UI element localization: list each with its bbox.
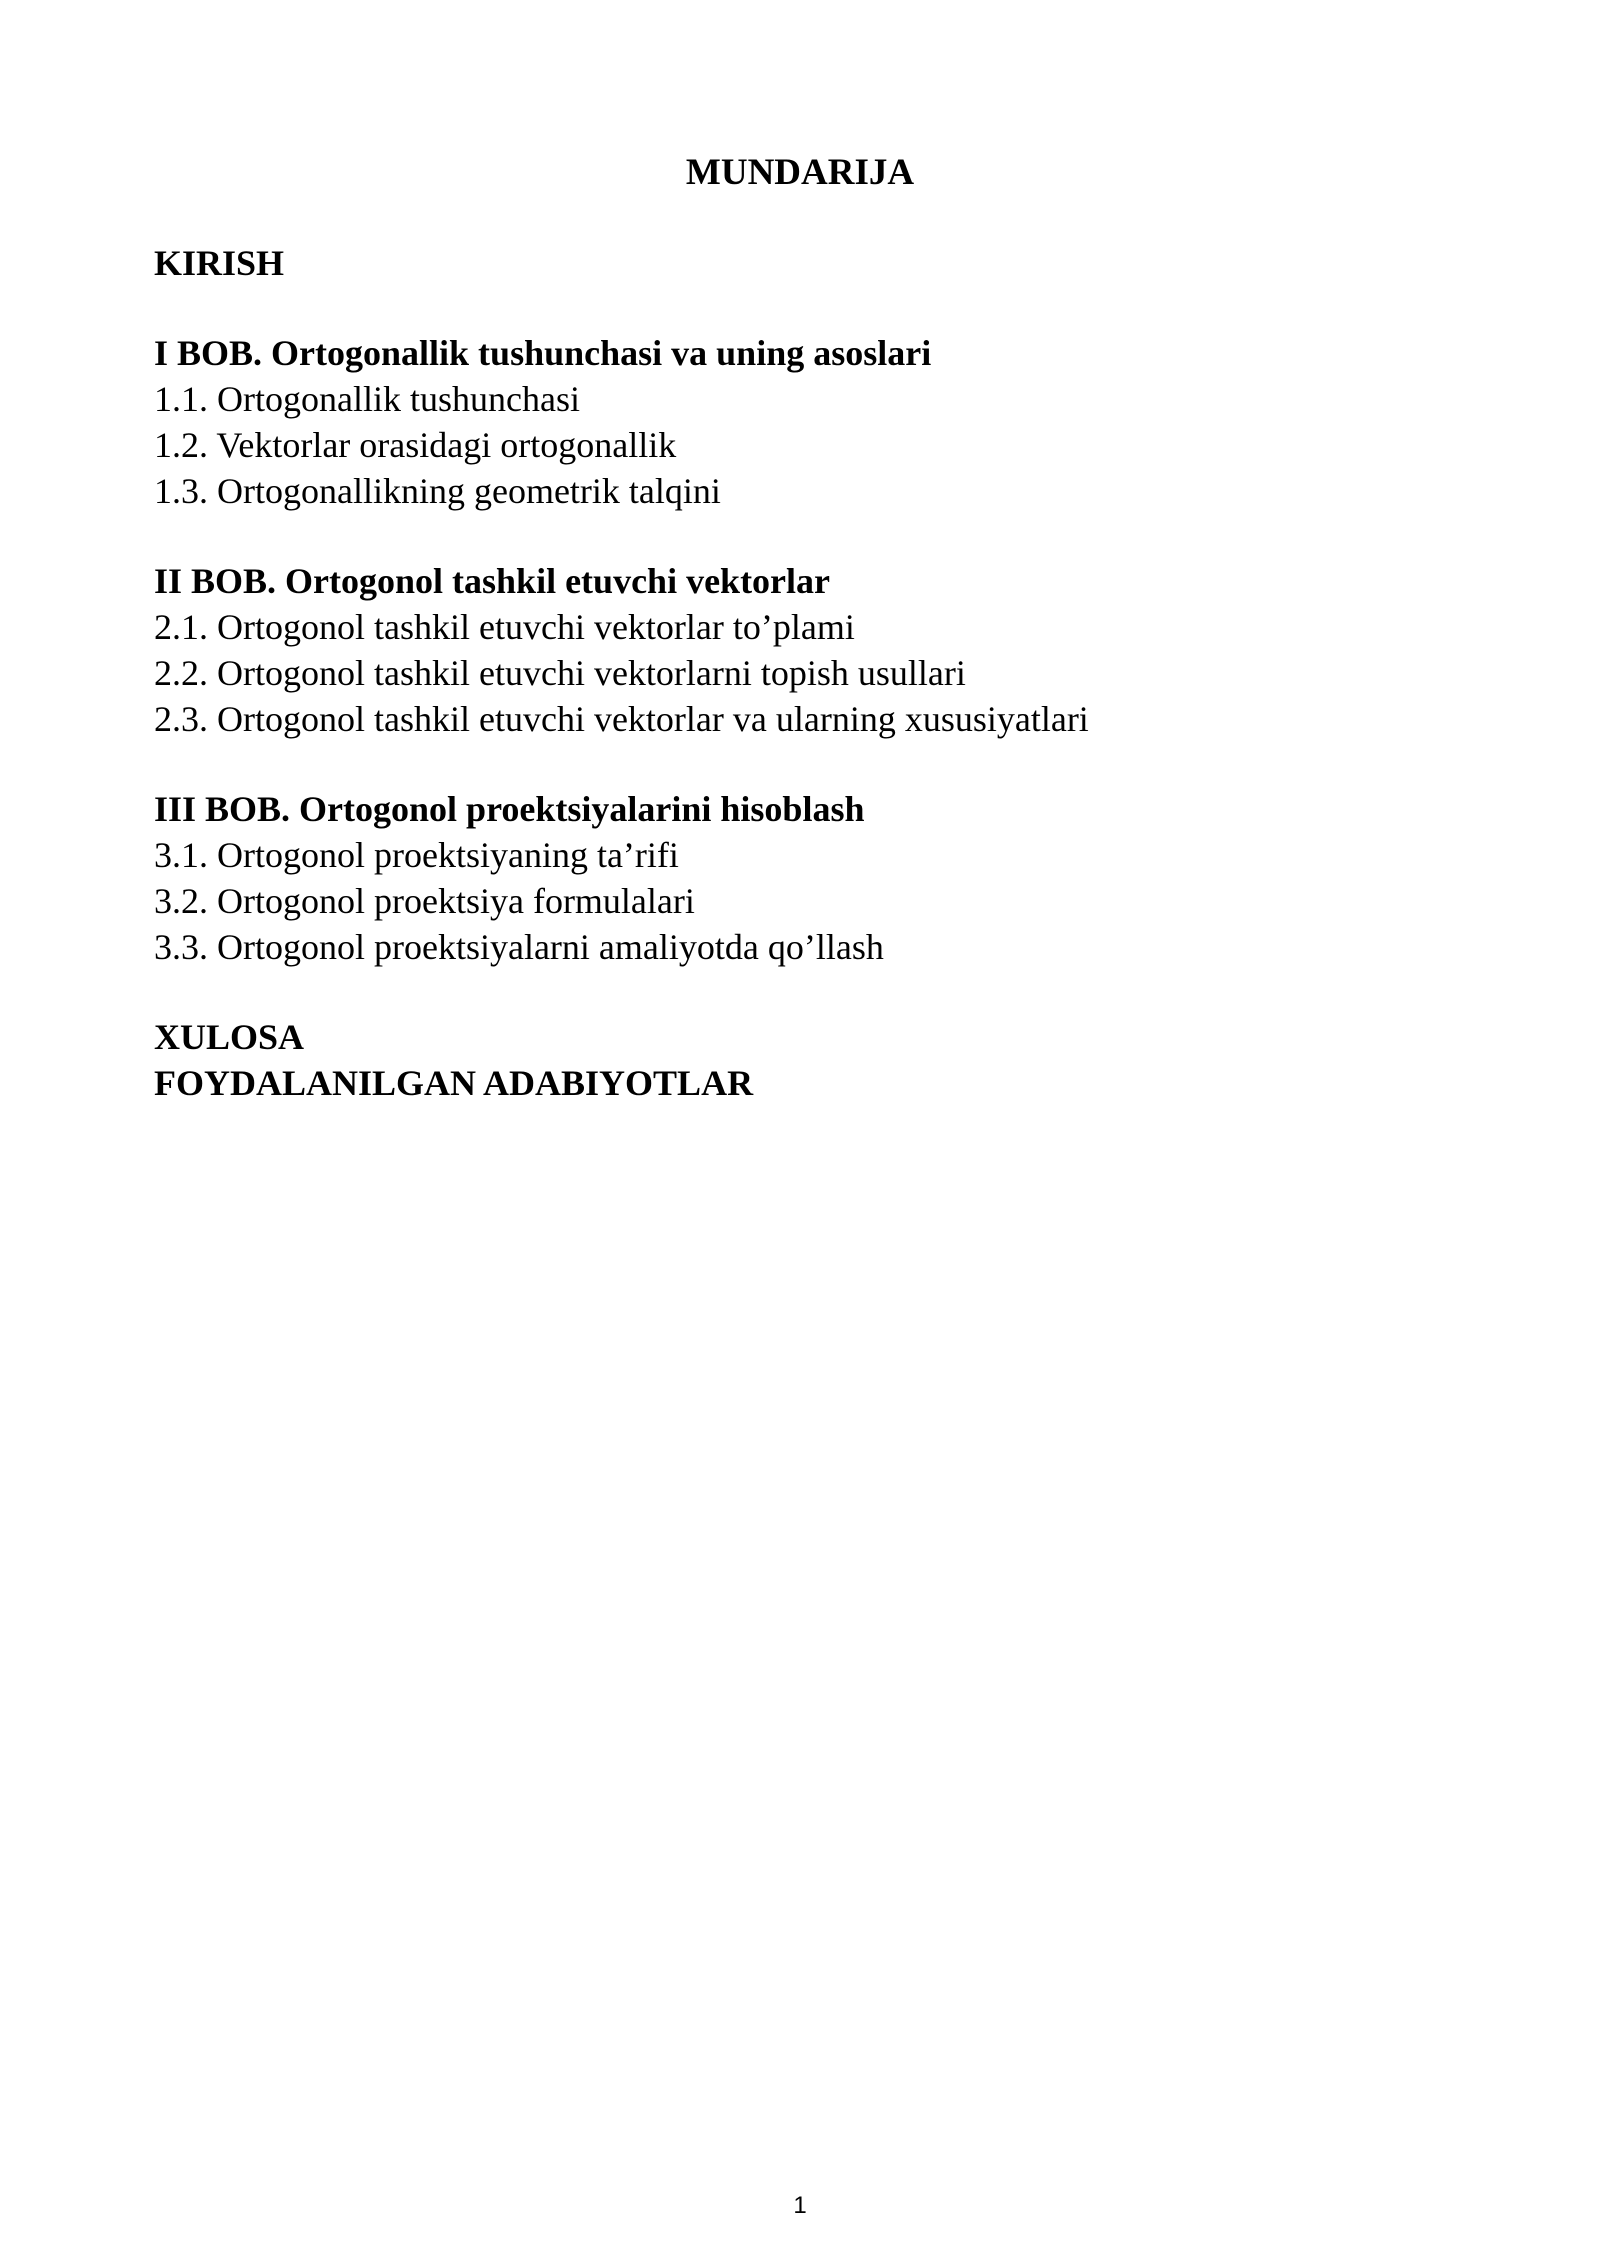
- toc-section-1-1: 1.1. Ortogonallik tushunchasi: [154, 379, 580, 419]
- table-of-contents: [154, 240, 1454, 1106]
- toc-section-3-2: 3.2. Ortogonol proektsiya formulalari: [154, 881, 695, 921]
- toc-section-1-2: 1.2. Vektorlar orasidagi ortogonallik: [154, 425, 677, 465]
- toc-chapter-1-heading: I BOB. Ortogonallik tushunchasi va uning asoslari: [154, 333, 932, 373]
- toc-chapter-3-heading: III BOB. Ortogonol proektsiyalarini hisoblash: [154, 789, 865, 829]
- page-number: 1: [793, 2192, 807, 2219]
- spacer: [154, 742, 1454, 786]
- toc-chapter-2-heading: II BOB. Ortogonol tashkil etuvchi vektorlar: [154, 561, 831, 601]
- toc-conclusion: XULOSA: [154, 1017, 305, 1057]
- page-title: MUNDARIJA: [685, 152, 915, 193]
- toc-section-2-3: 2.3. Ortogonol tashkil etuvchi vektorlar va ularning xususiyatlari: [154, 699, 1089, 739]
- spacer: [154, 970, 1454, 1014]
- toc-section-3-1: 3.1. Ortogonol proektsiyaning ta’rifi: [154, 835, 679, 875]
- toc-section-2-1: 2.1. Ortogonol tashkil etuvchi vektorlar to’plami: [154, 607, 855, 647]
- spacer: [154, 514, 1454, 558]
- spacer: [154, 286, 1454, 330]
- toc-section-1-3: 1.3. Ortogonallikning geometrik talqini: [154, 471, 721, 511]
- toc-references: FOYDALANILGAN ADABIYOTLAR: [154, 1063, 754, 1103]
- toc-section-3-3: 3.3. Ortogonol proektsiyalarni amaliyotda qo’llash: [154, 927, 884, 967]
- toc-section-2-2: 2.2. Ortogonol tashkil etuvchi vektorlarni topish usullari: [154, 653, 966, 693]
- toc-intro: KIRISH: [154, 243, 285, 283]
